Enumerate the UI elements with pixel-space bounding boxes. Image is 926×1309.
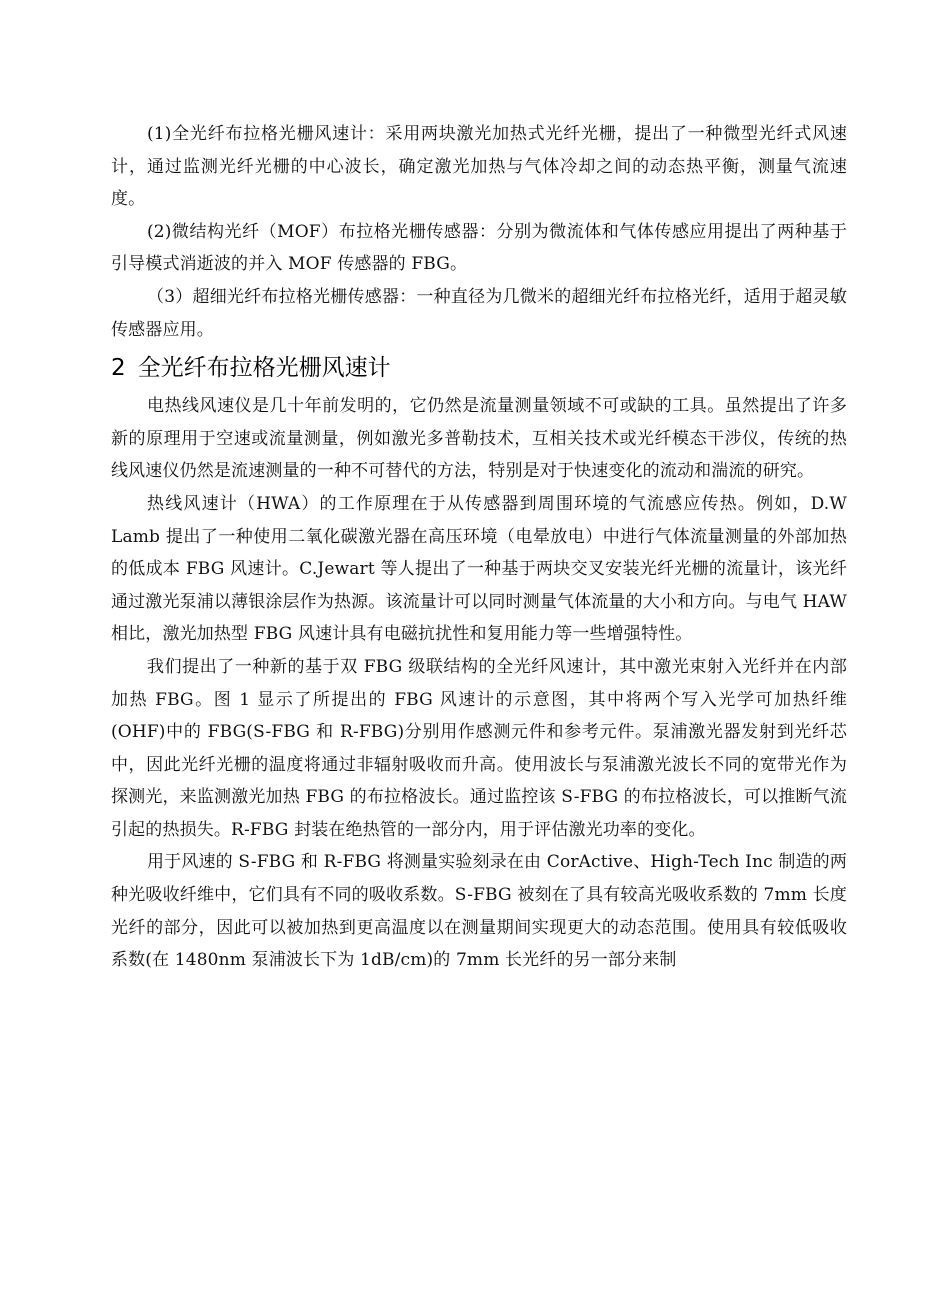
section-heading [111,352,847,384]
body-paragraph: 热线风速计（HWA）的工作原理在于从传感器到周围环境的气流感应传热。例如，D.W Lamb 提出了一种使用二氧化碳激光器在高压环境（电晕放电）中进行气体流量测量的外部加热的低成本 FBG 风速计。C.Jewart 等人提出了一种基于两块交叉安装光纤光栅的流量计，该光纤通过激光泵浦以薄银涂层作为热源。该流量计可以同时测量气体流量的大小和方向。与电气 HAW 相比，激光加热型 FBG 风速计具有电磁抗扰性和复用能力等一些增强特性。 [111,493,847,645]
body-paragraph: 用于风速的 S-FBG 和 R-FBG 将测量实验刻录在由 CorActive、High-Tech Inc 制造的两种光吸收纤维中，它们具有不同的吸收系数。S-FBG 被刻在了具有较高光吸收系数的 7mm 长度光纤的部分，因此可以被加热到更高温度以在测量期间实现更大的动态范围。使用具有较低吸收系数(在 1480nm 泵浦波长下为 1dB/cm)的 7mm 长光纤的另一部分来制 [111,852,847,971]
intro-paragraph-2: (2)微结构光纤（MOF）布拉格光栅传感器：分别为微流体和气体传感应用提出了两种基于引导模式消逝波的并入 MOF 传感器的 FBG。 [111,221,847,275]
section-title: 全光纤布拉格光栅风速计 [137,355,391,382]
intro-paragraph-3: （3）超细光纤布拉格光栅传感器：一种直径为几微米的超细光纤布拉格光纤，适用于超灵敏传感器应用。 [111,286,847,340]
section-number: 2 [111,355,126,382]
intro-paragraph-1: (1)全光纤布拉格光栅风速计：采用两块激光加热式光纤光栅，提出了一种微型光纤式风速计，通过监测光纤光栅的中心波长，确定激光加热与气体冷却之间的动态热平衡，测量气流速度。 [111,124,847,210]
body-paragraph: 我们提出了一种新的基于双 FBG 级联结构的全光纤风速计，其中激光束射入光纤并在内部加热 FBG。图 1 显示了所提出的 FBG 风速计的示意图，其中将两个写入光学可加热纤维(OHF)中的 FBG(S-FBG 和 R-FBG)分别用作感测元件和参考元件。泵浦激光器发射到光纤芯中，因此光纤光栅的温度将通过非辐射吸收而升高。使用波长与泵浦激光波长不同的宽带光作为探测光，来监测激光加热 FBG 的布拉格波长。通过监控该 S-FBG 的布拉格波长，可以推断气流引起的热损失。R-FBG 封装在绝热管的一部分内，用于评估激光功率的变化。 [111,656,847,840]
page-content [111,118,847,977]
body-paragraph: 电热线风速仪是几十年前发明的，它仍然是流量测量领域不可或缺的工具。虽然提出了许多新的原理用于空速或流量测量，例如激光多普勒技术，互相关技术或光纤模态干涉仪，传统的热线风速仪仍然是流速测量的一种不可替代的方法，特别是对于快速变化的流动和湍流的研究。 [111,396,847,482]
